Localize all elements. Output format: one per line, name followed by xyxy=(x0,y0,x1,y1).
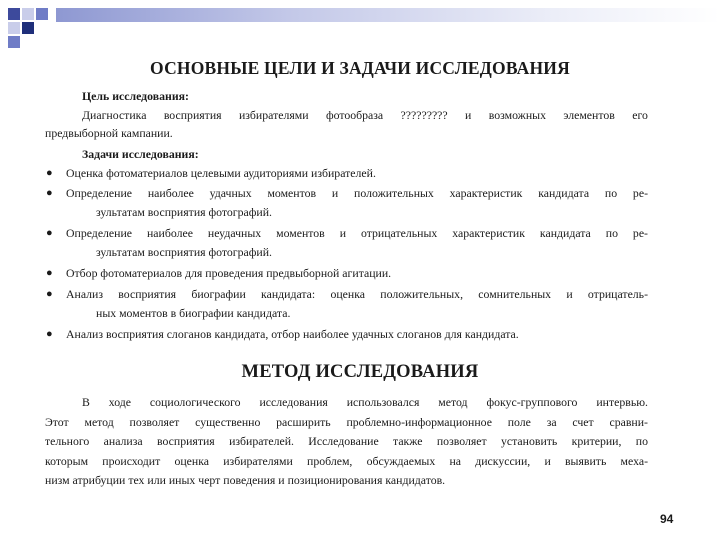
task-item-line: Анализ восприятия слоганов кандидата, отбор наиболее удачных слоганов для кандидата. xyxy=(66,327,519,341)
method-paragraph-line: тельного анализа восприятия избирателей. Исследование также позволяет установить критерии, по xyxy=(45,434,648,448)
goal-label: Цель исследования: xyxy=(82,89,189,103)
task-item-line: Анализ восприятия биографии кандидата: оценка положительных, сомнительных и отрицатель- xyxy=(66,287,648,301)
task-item-line: зультатам восприятия фотографий. xyxy=(96,205,272,219)
goal-word: и xyxy=(465,108,472,122)
bullet-icon: ● xyxy=(46,267,53,279)
method-paragraph-line: В ходе социологического исследования использовался метод фокус-группового интервью. xyxy=(82,395,648,409)
goal-word: его xyxy=(632,108,648,122)
task-item-line: Определение наиболее удачных моментов и положительных характеристик кандидата по ре- xyxy=(66,186,648,200)
section-title-goals: ОСНОВНЫЕ ЦЕЛИ И ЗАДАЧИ ИССЛЕДОВАНИЯ xyxy=(150,58,570,78)
task-item-line: Оценка фотоматериалов целевыми аудиториями избирателей. xyxy=(66,166,376,180)
tasks-label: Задачи исследования: xyxy=(82,147,199,161)
goal-word: возможных xyxy=(488,108,546,122)
task-item-line: зультатам восприятия фотографий. xyxy=(96,245,272,259)
section-title-method: МЕТОД ИССЛЕДОВАНИЯ xyxy=(241,362,479,382)
bullet-icon: ● xyxy=(46,288,53,300)
goal-word: фотообраза xyxy=(325,108,384,122)
goal-word: ????????? xyxy=(400,108,448,122)
method-paragraph-line: Этот метод позволяет существенно расширить проблемно-информационное поле за счет сравни- xyxy=(45,415,648,429)
goal-line-1 xyxy=(82,108,648,122)
goal-word: восприятия xyxy=(163,108,222,122)
bullet-icon: ● xyxy=(46,167,53,179)
page-number: 94 xyxy=(660,512,674,526)
method-paragraph-line: низм атрибуции тех или иных черт поведения и позиционирования кандидатов. xyxy=(45,473,446,487)
goal-word: Диагностика xyxy=(82,108,147,122)
task-item-line: Отбор фотоматериалов для проведения предвыборной агитации. xyxy=(66,266,392,280)
header-gradient-bar xyxy=(56,8,720,22)
task-item-line: ных моментов в биографии кандидата. xyxy=(96,306,291,320)
bullet-icon: ● xyxy=(46,187,53,199)
goal-word: элементов xyxy=(563,108,615,122)
bullet-icon: ● xyxy=(46,328,53,340)
bullet-icon: ● xyxy=(46,227,53,239)
task-item-line: Определение наиболее неудачных моментов и отрицательных характеристик кандидата по ре- xyxy=(66,226,648,240)
goal-line-2: предвыборной кампании. xyxy=(45,126,173,140)
goal-word: избирателями xyxy=(238,108,309,122)
method-paragraph-line: которым происходит оценка избирателями проблем, обсуждаемых на дискуссии, и выявить меха- xyxy=(45,454,648,468)
